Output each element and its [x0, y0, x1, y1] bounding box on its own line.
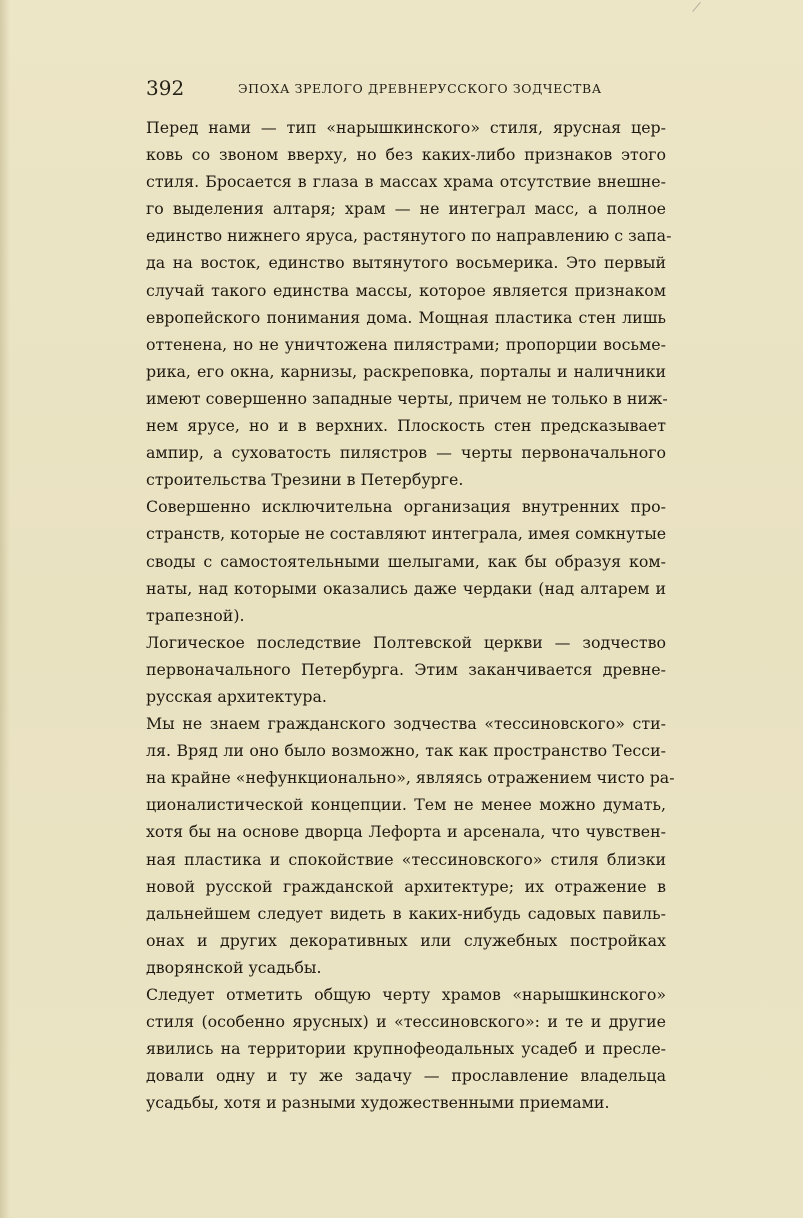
- text-line: ковь со звоном вверху, но без каких-либо признаков этого: [146, 145, 666, 165]
- text-line: случай такого единства массы, которое является признаком: [146, 280, 666, 300]
- text-line: дворянской усадьбы.: [146, 957, 322, 977]
- text-line: Совершенно исключительна организация внутренних про-: [146, 497, 666, 517]
- text-line: усадьбы, хотя и разными художественными приемами.: [146, 1093, 610, 1113]
- text-line: ля. Вряд ли оно было возможно, так как пространство Тесси-: [146, 741, 666, 761]
- text-line: стиля (особенно ярусных) и «тессиновского»: и те и другие: [146, 1012, 666, 1032]
- text-line: ная пластика и спокойствие «тессиновского» стиля близки: [146, 849, 666, 869]
- running-title: ЭПОХА ЗРЕЛОГО ДРЕВНЕРУССКОГО ЗОДЧЕСТВА: [238, 81, 602, 96]
- text-line: хотя бы на основе дворца Лефорта и арсенала, что чувствен-: [146, 822, 666, 842]
- paragraph: [146, 629, 666, 710]
- text-line: наты, над которыми оказались даже чердаки (над алтарем и: [146, 578, 666, 598]
- page-header: [146, 74, 666, 102]
- text-line: Логическое последствие Полтевской церкви — зодчество: [146, 632, 666, 652]
- text-line: дальнейшем следует видеть в каких-нибудь садовых павиль-: [146, 903, 666, 923]
- text-line: строительства Трезини в Петербурге.: [146, 470, 464, 490]
- text-line: русская архитектура.: [146, 686, 327, 706]
- paragraph: [146, 981, 666, 1116]
- binding-shadow: [0, 0, 10, 1218]
- text-line: явились на территории крупнофеодальных усадеб и пресле-: [146, 1039, 666, 1059]
- text-line: онах и других декоративных или служебных постройках: [146, 930, 666, 950]
- text-line: Мы не знаем гражданского зодчества «тессиновского» сти-: [146, 714, 666, 734]
- text-line: трапезной).: [146, 605, 245, 625]
- pencil-mark: [692, 2, 708, 18]
- paragraph: [146, 493, 666, 628]
- body-text: [146, 114, 675, 1116]
- text-line: имеют совершенно западные черты, причем не только в ниж-: [146, 388, 668, 408]
- text-line: странств, которые не составляют интеграла, имея сомкнутые: [146, 524, 667, 544]
- text-line: первоначального Петербурга. Этим заканчивается древне-: [146, 659, 666, 679]
- text-line: рика, его окна, карнизы, раскреповка, порталы и наличники: [146, 361, 666, 381]
- text-line: на крайне «нефункционально», являясь отражением чисто ра-: [146, 768, 675, 788]
- text-line: стиля. Бросается в глаза в массах храма отсутствие внешне-: [146, 172, 666, 192]
- text-line: единство нижнего яруса, растянутого по направлению с запа-: [146, 226, 672, 246]
- paragraph: [146, 710, 675, 981]
- text-line: ампир, а суховатость пилястров — черты первоначального: [146, 443, 666, 463]
- text-line: новой русской гражданской архитектуре; их отражение в: [146, 876, 666, 896]
- text-line: Перед нами — тип «нарышкинского» стиля, ярусная цер-: [146, 118, 666, 137]
- text-line: ционалистической концепции. Тем не менее можно думать,: [146, 795, 666, 815]
- text-line: Следует отметить общую черту храмов «нарышкинского»: [146, 985, 666, 1004]
- text-line: го выделения алтаря; храм — не интеграл масс, а полное: [146, 199, 666, 219]
- page-number: 392: [146, 76, 185, 100]
- text-line: европейского понимания дома. Мощная пластика стен лишь: [146, 307, 666, 327]
- text-line: своды с самостоятельными шелыгами, как бы образуя ком-: [146, 551, 666, 571]
- paragraph: [146, 114, 672, 493]
- text-line: оттенена, но не уничтожена пилястрами; пропорции восьме-: [146, 334, 666, 354]
- text-line: довали одну и ту же задачу — прославление владельца: [146, 1066, 666, 1086]
- text-line: да на восток, единство вытянутого восьмерика. Это первый: [146, 253, 666, 273]
- text-line: нем ярусе, но и в верхних. Плоскость стен предсказывает: [146, 416, 666, 436]
